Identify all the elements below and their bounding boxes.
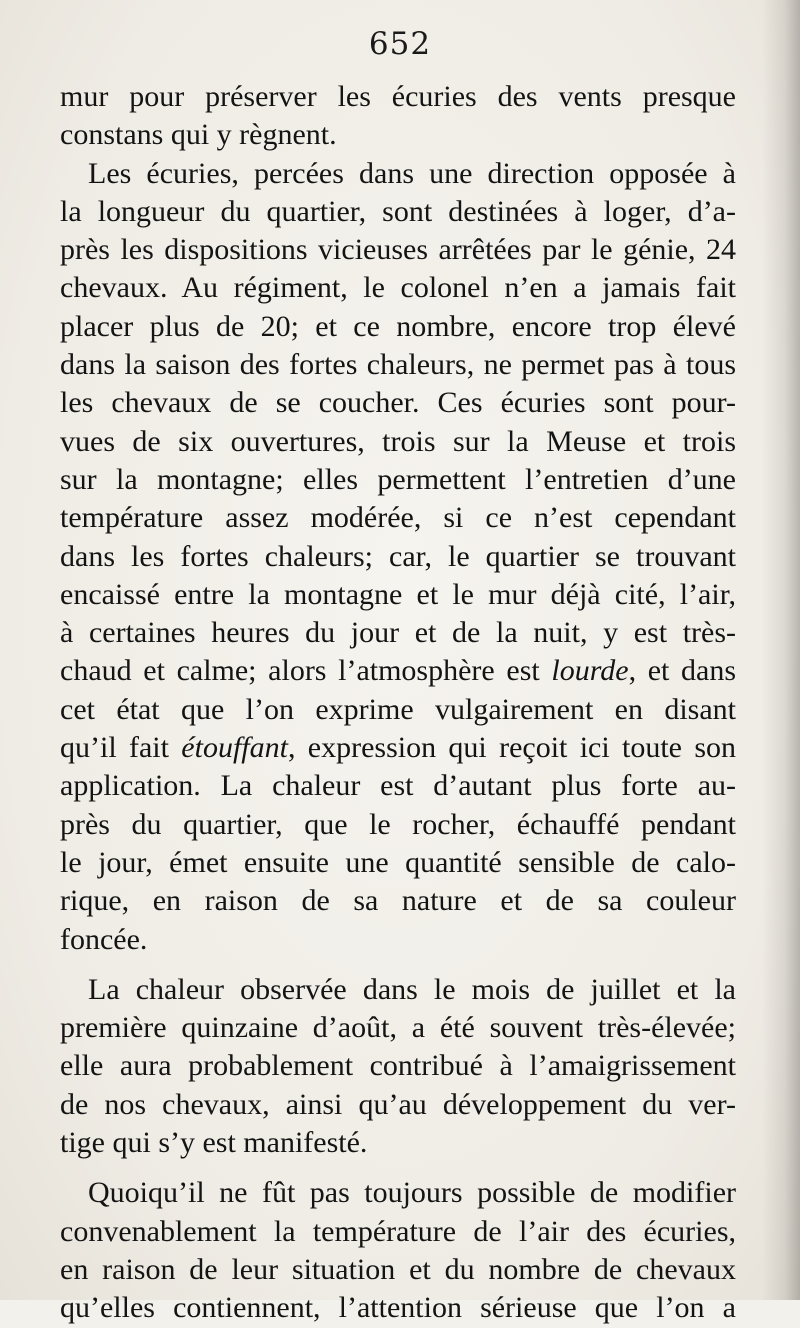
text-line: près les dispositions vicieuses arrêtées par le génie, 24 — [60, 233, 736, 267]
body-text — [60, 78, 736, 1328]
paragraph-gap — [60, 959, 736, 971]
text-line: la longueur du quartier, sont destinées à loger, d’a- — [60, 194, 736, 228]
text-line: les chevaux de se coucher. Ces écuries sont pour- — [60, 386, 736, 420]
paragraph-gap — [60, 1162, 736, 1174]
text-line: La chaleur observée dans le mois de juillet et la — [88, 972, 736, 1006]
text-line: Quoiqu’il ne fût pas toujours possible de modifier — [88, 1176, 736, 1210]
text-line: tige qui s’y est manifesté. — [60, 1126, 368, 1160]
italic-word: étouffant — [181, 731, 288, 765]
text-line: chevaux. Au régiment, le colonel n’en a jamais fait — [60, 271, 736, 305]
text-line-with-italic: qu’il fait étouffant, expression qui reçoit ici toute son — [60, 731, 736, 765]
text-line: encaissé entre la montagne et le mur déjà cité, l’air, — [60, 577, 736, 611]
text-line: cet état que l’on exprime vulgairement en disant — [60, 692, 736, 726]
text-line: elle aura probablement contribué à l’amaigrissement — [60, 1049, 736, 1083]
text-line: convenablement la température de l’air des écuries, — [60, 1214, 736, 1248]
text-line: application. La chaleur est d’autant plus forte au- — [60, 769, 736, 803]
text-line: dans les fortes chaleurs; car, le quartier se trouvant — [60, 539, 736, 573]
text-line: foncée. — [60, 922, 148, 956]
text-line: près du quartier, que le rocher, échauffé pendant — [60, 807, 736, 841]
text-line: Les écuries, percées dans une direction opposée à — [88, 156, 736, 190]
text-line: qu’elles contiennent, l’attention sérieuse que l’on a — [60, 1291, 736, 1325]
italic-word: lourde — [551, 654, 629, 688]
text-line: mur pour préserver les écuries des vents presque — [60, 80, 736, 113]
text-line: constans qui y règnent. — [60, 118, 337, 152]
text-line: dans la saison des fortes chaleurs, ne permet pas à tous — [60, 348, 736, 382]
text-line: de nos chevaux, ainsi qu’au développement du ver- — [60, 1087, 736, 1121]
text-line: première quinzaine d’août, a été souvent très-élevée; — [60, 1011, 736, 1045]
page-number: 652 — [368, 26, 432, 62]
text-line: en raison de leur situation et du nombre de chevaux — [60, 1252, 736, 1286]
text-line: placer plus de 20; et ce nombre, encore trop élevé — [60, 309, 736, 343]
text-line: rique, en raison de sa nature et de sa couleur — [60, 884, 736, 918]
text-line: vues de six ouvertures, trois sur la Meuse et trois — [60, 424, 736, 458]
text-line: sur la montagne; elles permettent l’entretien d’une — [60, 462, 736, 496]
text-line: le jour, émet ensuite une quantité sensible de calo- — [60, 845, 736, 879]
page-edge-shadow — [762, 0, 800, 1300]
text-line: température assez modérée, si ce n’est cependant — [60, 501, 736, 535]
text-line-with-italic: chaud et calme; alors l’atmosphère est lourde, et dans — [60, 654, 737, 688]
text-line: à certaines heures du jour et de la nuit, y est très- — [60, 616, 736, 650]
